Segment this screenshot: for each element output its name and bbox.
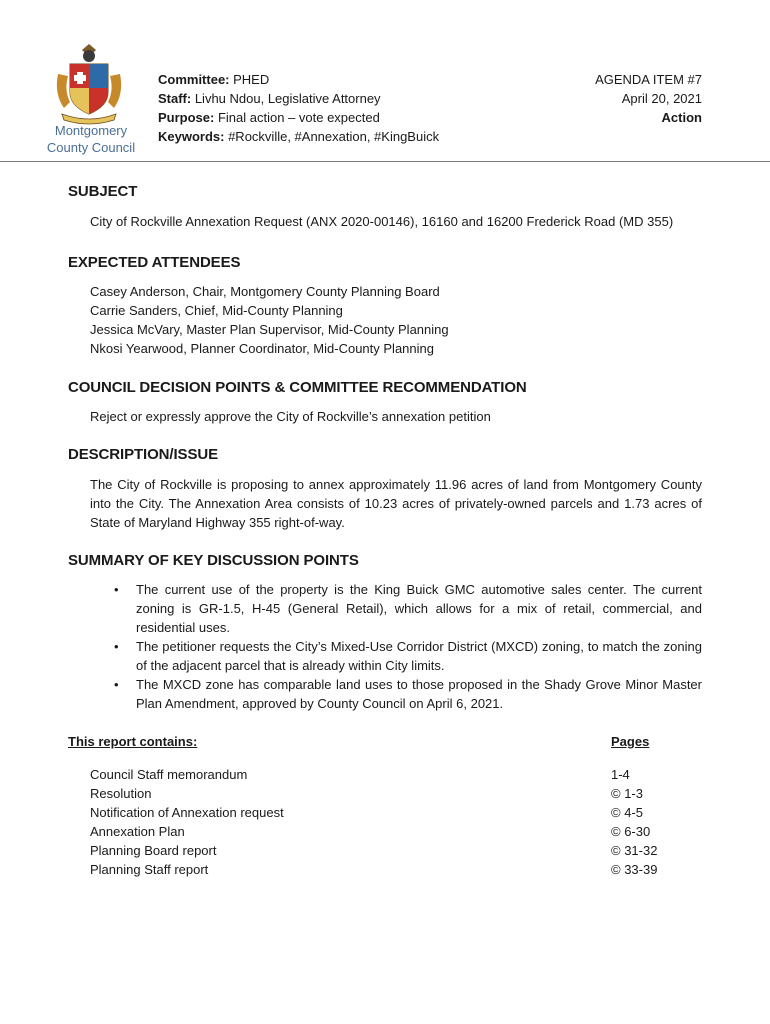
contents-page-range: © 6-30 <box>611 824 651 839</box>
attendee: Jessica McVary, Master Plan Supervisor, Mid-County Planning <box>90 322 449 337</box>
committee-row: Committee: PHED <box>158 72 270 87</box>
summary-point: • The current use of the property is the King Buick GMC automotive sales center. The current zoning is GR-1.5, H-45 (General Retail), which allows for a mix of retail, commercial, and residential uses. <box>112 580 702 637</box>
attendee: Carrie Sanders, Chief, Mid-County Planning <box>90 303 343 318</box>
agenda-date: April 20, 2021 <box>621 91 702 106</box>
contents-page-range: © 1-3 <box>611 786 643 801</box>
contents-page-range: © 31-32 <box>611 843 658 858</box>
staff-row: Staff: Livhu Ndou, Legislative Attorney <box>158 91 381 106</box>
keywords-row: Keywords: #Rockville, #Annexation, #KingBuick <box>158 129 440 144</box>
contents-heading: This report contains: <box>68 734 198 749</box>
summary-list <box>112 580 702 713</box>
description-heading: DESCRIPTION/ISSUE <box>68 446 218 463</box>
county-seal-logo <box>52 44 126 126</box>
summary-point: • The MXCD zone has comparable land uses to those proposed in the Shady Grove Minor Master Plan Amendment, approved by County Council on April 6, 2021. <box>112 675 702 713</box>
agenda-block <box>595 70 702 127</box>
attendee: Casey Anderson, Chair, Montgomery County Planning Board <box>90 284 440 299</box>
contents-item: Council Staff memorandum <box>90 767 248 782</box>
contents-item: Planning Board report <box>90 843 217 858</box>
contents-item: Annexation Plan <box>90 824 185 839</box>
contents-item: Notification of Annexation request <box>90 805 284 820</box>
subject-heading: SUBJECT <box>68 183 138 200</box>
header-meta <box>158 70 439 146</box>
description-text: The City of Rockville is proposing to annex approximately 11.96 acres of land from Montgomery County into the City. The Annexation Area consists of 10.23 acres of privately-owned parcels and 1.73 acres of State of Maryland Highway 355 right-of-way. <box>90 477 702 530</box>
pages-heading: Pages <box>611 734 650 749</box>
subject-text: City of Rockville Annexation Request (ANX 2020-00146), 16160 and 16200 Frederick Road (MD 355) <box>90 214 674 229</box>
contents-pages <box>611 765 657 879</box>
org-name-line1: Montgomery <box>54 123 128 138</box>
agenda-item: AGENDA ITEM #7 <box>595 72 702 87</box>
contents-page-range: 1-4 <box>611 767 630 782</box>
attendees-list <box>90 282 449 358</box>
attendee: Nkosi Yearwood, Planner Coordinator, Mid-County Planning <box>90 341 434 356</box>
contents-page-range: © 4-5 <box>611 805 643 820</box>
contents-list <box>90 765 284 879</box>
org-name-line2: County Council <box>46 140 136 155</box>
purpose-row: Purpose: Final action – vote expected <box>158 110 380 125</box>
summary-point: • The petitioner requests the City’s Mixed-Use Corridor District (MXCD) zoning, to match the zoning of the adjacent parcel that is already within City limits. <box>112 637 702 675</box>
contents-item: Resolution <box>90 786 152 801</box>
agenda-action: Action <box>661 110 702 125</box>
header-divider <box>0 161 770 162</box>
contents-item: Planning Staff report <box>90 862 209 877</box>
summary-heading: SUMMARY OF KEY DISCUSSION POINTS <box>68 552 359 569</box>
decision-text: Reject or expressly approve the City of Rockville’s annexation petition <box>90 409 491 424</box>
attendees-heading: EXPECTED ATTENDEES <box>68 254 241 271</box>
contents-page-range: © 33-39 <box>611 862 658 877</box>
decision-heading: COUNCIL DECISION POINTS & COMMITTEE RECOMMENDATION <box>68 379 527 396</box>
